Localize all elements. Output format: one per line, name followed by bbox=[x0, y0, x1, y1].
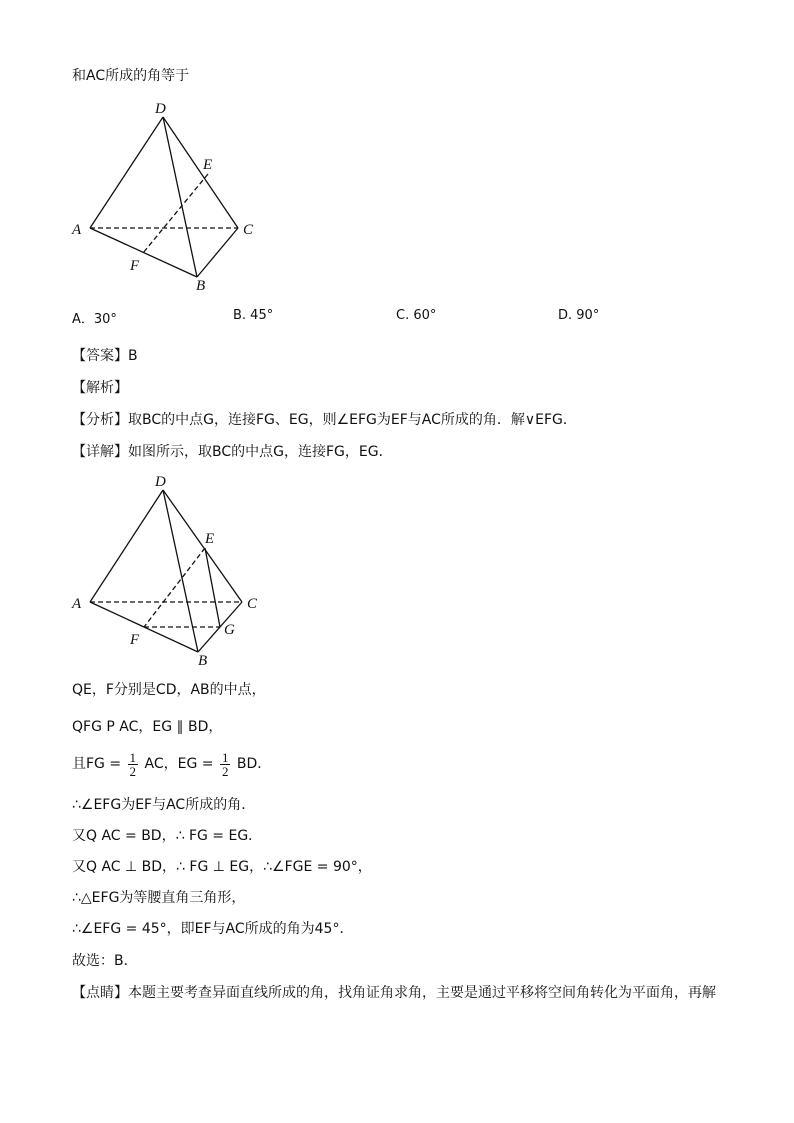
step-9: 故选：B． bbox=[72, 953, 138, 969]
step-5: 又Q AC = BD，∴ FG = EG． bbox=[72, 828, 263, 844]
frac2-num: 1 bbox=[221, 749, 229, 765]
dianjing-text: 本题主要考查异面直线所成的角，找角证角求角，主要是通过平移将空间角转化为平面角，再解 bbox=[128, 985, 716, 1001]
frac1-den: 2 bbox=[129, 763, 137, 779]
answer-value: B bbox=[128, 348, 138, 364]
frac-prefix: 且FG = bbox=[72, 756, 122, 772]
step-2: QFG P AC，EG ∥ BD， bbox=[72, 719, 223, 735]
frac2-den: 2 bbox=[221, 763, 229, 779]
question-stem: 和AC所成的角等于 bbox=[72, 68, 190, 84]
dianjing-line bbox=[72, 983, 716, 1003]
fig1-label-c: C bbox=[243, 222, 254, 238]
frac-end: BD． bbox=[236, 756, 272, 772]
fenxi-tag: 【分析】 bbox=[72, 412, 128, 428]
fig2-label-b: B bbox=[198, 653, 208, 669]
xiangjie-tag: 【详解】 bbox=[72, 444, 128, 460]
frac1-num: 1 bbox=[129, 749, 137, 765]
fraction-one-half-2 bbox=[220, 751, 231, 778]
step-3-fractions bbox=[72, 750, 271, 778]
fig1-label-f: F bbox=[130, 258, 140, 274]
fenxi-text: 取BC的中点G，连接FG、EG，则∠EFG为EF与AC所成的角．解∨EFG． bbox=[128, 412, 577, 428]
xiangjie-text: 如图所示，取BC的中点G，连接FG，EG． bbox=[128, 444, 393, 460]
fraction-one-half-1 bbox=[128, 751, 139, 778]
fig2-label-f: F bbox=[130, 632, 140, 648]
step-8: ∴∠EFG = 45°，即EF与AC所成的角为45°． bbox=[72, 921, 354, 937]
fig1-label-e: E bbox=[203, 157, 213, 173]
analysis-tag: 【解析】 bbox=[72, 380, 128, 396]
option-c: C. 60° bbox=[396, 308, 437, 323]
fig2-label-g: G bbox=[224, 622, 235, 638]
answer-tag: 【答案】 bbox=[72, 348, 128, 364]
step-4: ∴∠EFG为EF与AC所成的角． bbox=[72, 797, 256, 813]
fig1-label-d: D bbox=[155, 101, 166, 117]
frac-mid: AC，EG = bbox=[144, 756, 214, 772]
step-6: 又Q AC ⊥ BD，∴ FG ⊥ EG，∴∠FGE = 90°， bbox=[72, 859, 372, 875]
option-d: D. 90° bbox=[558, 308, 600, 323]
option-b: B. 45° bbox=[233, 308, 274, 323]
dianjing-tag: 【点睛】 bbox=[72, 985, 128, 1001]
fig2-label-a: A bbox=[72, 596, 82, 612]
fig2-label-e: E bbox=[205, 531, 215, 547]
fig1-label-a: A bbox=[72, 222, 82, 238]
fig2-label-c: C bbox=[247, 596, 258, 612]
option-a: A．30° bbox=[72, 312, 117, 327]
step-7: ∴△EFG为等腰直角三角形， bbox=[72, 890, 246, 906]
fig2-label-d: D bbox=[155, 474, 166, 490]
fig1-label-b: B bbox=[196, 278, 206, 294]
step-1: QE，F分别是CD，AB的中点， bbox=[72, 682, 266, 698]
